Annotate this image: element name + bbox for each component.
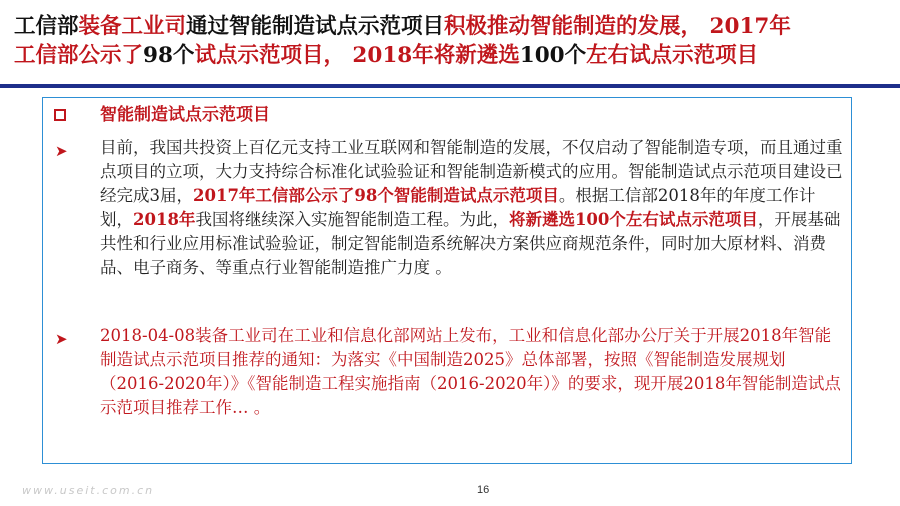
paragraph-highlight: 将新遴选100个左右试点示范项目 <box>508 210 758 229</box>
title-line-2 <box>14 41 886 70</box>
title-line-1 <box>14 12 886 41</box>
content-box <box>42 97 852 464</box>
paragraph-highlight: 2018年 <box>133 210 196 229</box>
title-highlight: 装备工业司 <box>78 14 187 39</box>
paragraph-text: 。根据工信部2018年的年度工作计划， <box>100 186 816 229</box>
paragraph-2: 2018-04-08装备工业司在工业和信息化部网站上发布，工业和信息化部办公厅关于开展2018年智能制造试点示范项目推荐的通知：为落实《中国制造2025》总体部署，按照《智能制造发展规划（2016-2020年）》《智能制造工程实施指南（2016-2020年）》的要求，现开展2018年智能制造试点示范项目推荐工作… 。 <box>100 326 841 417</box>
paragraph-text: 我国将继续深入实施智能制造工程。为此， <box>195 210 509 229</box>
square-bullet-icon <box>54 109 66 121</box>
section-heading: 智能制造试点示范项目 <box>100 105 270 125</box>
title-text: 工信部 <box>14 14 79 39</box>
paragraph-1 <box>100 136 844 280</box>
title-highlight: 积极推动智能制造的发展， 2017年 <box>444 14 791 39</box>
paragraph-highlight: 2017年工信部公示了98个智能制造试点示范项目 <box>193 186 559 205</box>
title-highlight: 左右试点示范项目 <box>586 43 759 68</box>
paragraph-text: 目前，我国共投资上百亿元支持工业互联网和智能制造的发展，不仅启动了智能制造专项，而且通过重点项目的立项，大力支持综合标准化试验验证和智能制造新模式的应用。智能制造试点示范项目建设已经完成3届， <box>100 138 843 205</box>
paragraph-text: ，开展基础共性和行业应用标准试验验证，制定智能制造系统解决方案供应商规范条件，同时加大原材料、消费品、电子商务、等重点行业智能制造推广力度 。 <box>100 210 841 277</box>
title-text: 98个 <box>143 43 195 68</box>
watermark-url: www.useit.com.cn <box>22 484 155 497</box>
title-highlight: 工信部公示了 <box>14 43 144 68</box>
title-highlight: 试点示范项目， 2018年将新遴选 <box>194 43 520 68</box>
arrow-bullet-icon: ➤ <box>55 330 68 348</box>
page-number: 16 <box>477 484 490 496</box>
title-text: 通过智能制造试点示范项目 <box>186 14 445 39</box>
title-text: 100个 <box>519 43 587 68</box>
arrow-bullet-icon: ➤ <box>55 142 68 160</box>
slide-title <box>14 12 886 70</box>
title-divider-bar <box>0 84 900 88</box>
